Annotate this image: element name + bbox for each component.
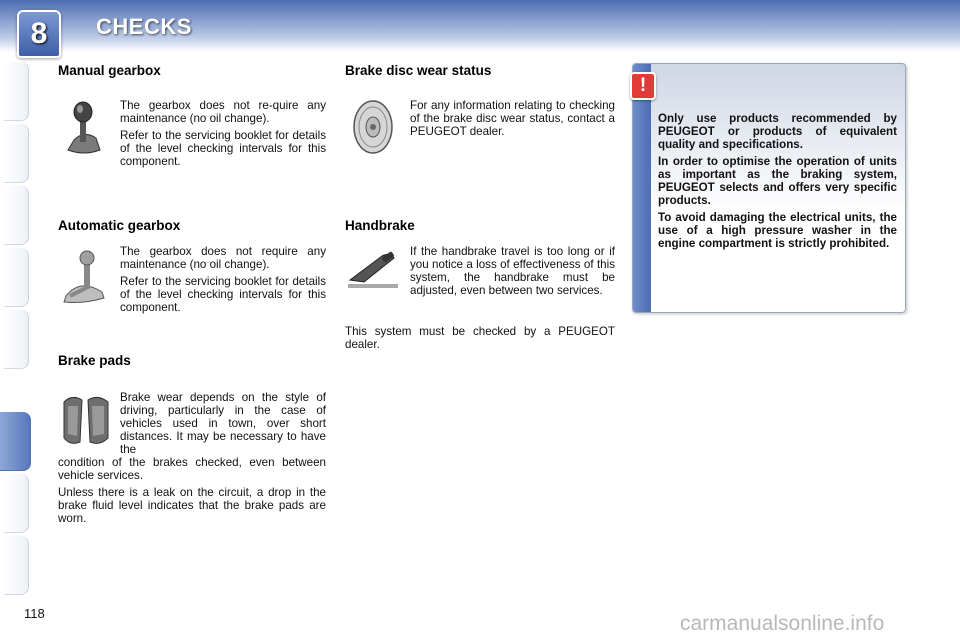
chapter-number: 8 [30, 17, 48, 50]
chapter-tab[interactable] [4, 536, 29, 595]
brake-pads-icon [60, 392, 112, 448]
brake-pads-p1-wrapped: Brake wear depends on the style of driving, particularly in the case of vehicles used in town, over short distances. It may be necessary to have the [120, 391, 326, 456]
chapter-tab-active[interactable] [0, 412, 31, 471]
warning-strip [633, 64, 651, 312]
warning-exclamation-icon: ! [630, 72, 656, 100]
handbrake-title: Handbrake [345, 218, 415, 233]
warning-text [658, 112, 897, 254]
brake-pads-text-wrapped [120, 391, 326, 460]
handbrake-p2: This system must be checked by a PEUGEOT dealer. [345, 325, 615, 351]
brake-pads-p2: Unless there is a leak on the circuit, a drop in the brake fluid level indicates that the brake pads are worn. [58, 486, 326, 525]
chapter-badge [17, 10, 61, 58]
chapter-tab[interactable] [4, 124, 29, 183]
warning-p2: In order to optimise the operation of units as important as the braking system, PEUGEOT selects and offers very specific products. [658, 155, 897, 207]
automatic-gearbox-p2: Refer to the servicing booklet for details of the level checking intervals for this component. [120, 275, 326, 314]
handbrake-text-wrapped [410, 245, 615, 301]
automatic-gearbox-text [120, 245, 326, 318]
handbrake-p1: If the handbrake travel is too long or if you notice a loss of effectiveness of this system, the handbrake must be adjusted, even between two services. [410, 245, 615, 297]
manual-gearbox-p2: Refer to the servicing booklet for details of the level checking intervals for this component. [120, 129, 326, 168]
chapter-tab[interactable] [4, 474, 29, 533]
brake-disc-icon [350, 98, 396, 156]
brake-disc-title: Brake disc wear status [345, 63, 492, 78]
manual-gearbox-text [120, 99, 326, 172]
chapter-tab[interactable] [4, 62, 29, 121]
warning-p1: Only use products recommended by PEUGEOT or products of equivalent quality and specifications. [658, 112, 897, 151]
brake-disc-p1: For any information relating to checking of the brake disc wear status, contact a PEUGEOT dealer. [410, 99, 615, 138]
chapter-tab[interactable] [4, 248, 29, 307]
chapter-tabs [0, 62, 34, 582]
automatic-gearbox-icon [60, 248, 110, 304]
handbrake-text [345, 325, 615, 355]
warning-p3: To avoid damaging the electrical units, the use of a high pressure washer in the engine compartment is strictly prohibited. [658, 211, 897, 250]
automatic-gearbox-title: Automatic gearbox [58, 218, 181, 233]
brake-pads-text [58, 456, 326, 529]
chapter-tab[interactable] [4, 310, 29, 369]
manual-gearbox-icon [60, 100, 110, 156]
automatic-gearbox-p1: The gearbox does not require any maintenance (no oil change). [120, 245, 326, 271]
page-number: 118 [24, 606, 45, 621]
brake-pads-p1-full: condition of the brakes checked, even between vehicle services. [58, 456, 326, 482]
page-title: CHECKS [96, 14, 192, 39]
manual-gearbox-p1: The gearbox does not re-quire any maintenance (no oil change). [120, 99, 326, 125]
brake-disc-text [410, 99, 615, 142]
brake-pads-title: Brake pads [58, 353, 131, 368]
manual-gearbox-title: Manual gearbox [58, 63, 161, 78]
page-header [0, 0, 960, 52]
handbrake-icon [346, 250, 402, 292]
chapter-tab[interactable] [4, 186, 29, 245]
watermark: carmanualsonline.info [680, 612, 885, 635]
